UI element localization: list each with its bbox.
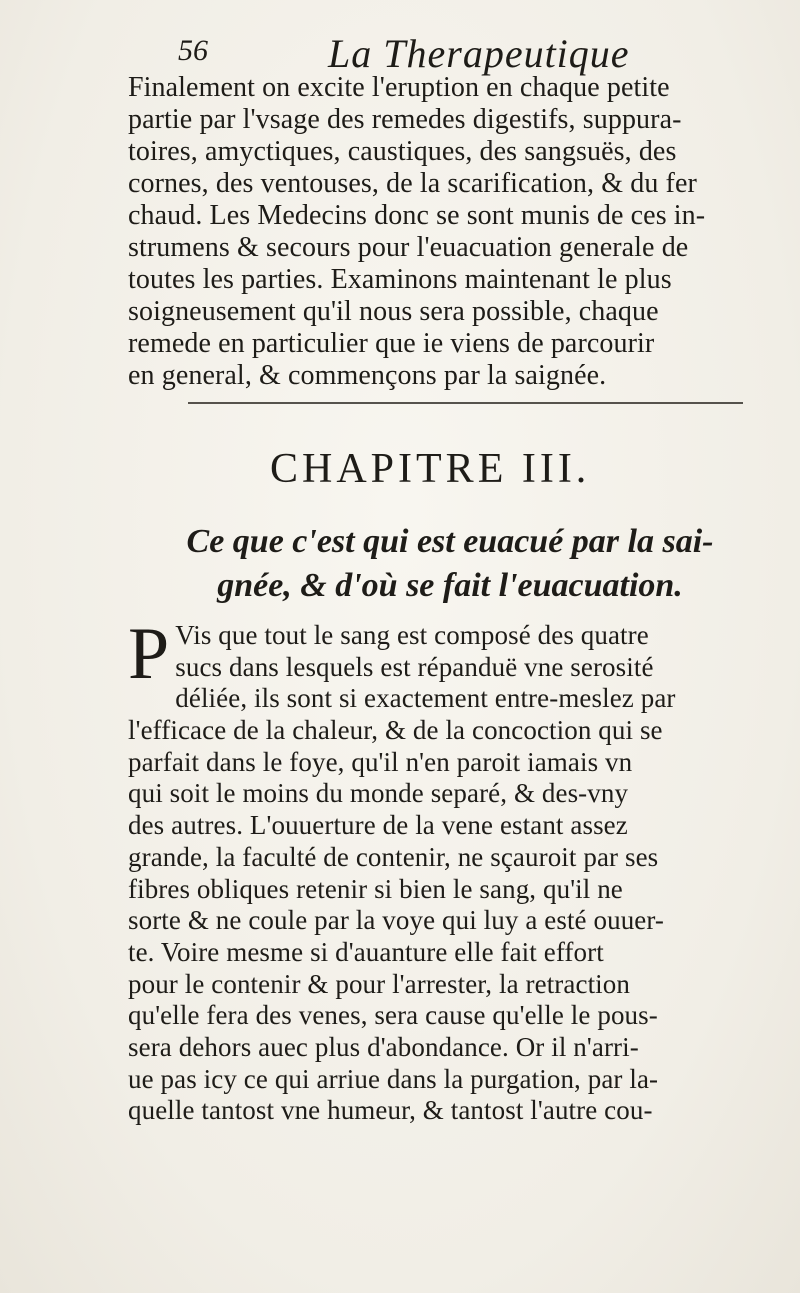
text-line: Finalement on excite l'eruption en chaque petite: [128, 72, 670, 103]
text-line: fibres obliques retenir si bien le sang, qu'il ne: [128, 873, 623, 904]
text-line: quelle tantost vne humeur, & tantost l'autre cou-: [128, 1095, 653, 1126]
paragraph-2: [128, 613, 782, 1127]
text-line: pour le contenir & pour l'arrester, la retraction: [128, 968, 630, 999]
text-line: strumens & secours pour l'euacuation generale de: [128, 232, 689, 263]
text-line: toutes les parties. Examinons maintenant le plus: [128, 264, 672, 295]
text-line: partie par l'vsage des remedes digestifs, suppura-: [128, 104, 682, 135]
text-line: Vis que tout le sang est composé des quatre: [175, 620, 649, 650]
text-line: sucs dans lesquels est répanduë vne serosité: [175, 651, 654, 682]
text-line: sera dehors auec plus d'abondance. Or il n'arri-: [128, 1031, 639, 1062]
text-line: sorte & ne coule par la voye qui luy a esté ouuer-: [128, 905, 665, 936]
text-line: te. Voire mesme si d'auanture elle fait effort: [128, 936, 604, 967]
drop-cap: P: [128, 613, 170, 695]
text-line: parfait dans le foye, qu'il n'en paroit iamais vn: [128, 746, 633, 777]
text-line: en general, & commençons par la saignée.: [128, 360, 607, 391]
horizontal-rule: [188, 402, 743, 404]
text-line: remede en particulier que ie viens de parcourir: [128, 328, 655, 359]
text-line: qu'elle fera des venes, sera cause qu'elle le pous-: [128, 1000, 658, 1031]
text-line: déliée, ils sont si exactement entre-meslez par: [175, 683, 676, 714]
text-line: toires, amyctiques, caustiques, des sangsuës, des: [128, 136, 677, 167]
running-title: La Therapeutique: [328, 31, 630, 76]
subtitle-line: gnée, & d'où se fait l'euacuation.: [217, 567, 683, 604]
text-line: cornes, des ventouses, de la scarification, & du fer: [128, 168, 697, 199]
text-line: qui soit le moins du monde separé, & des-vny: [128, 778, 629, 809]
text-line: grande, la faculté de contenir, ne sçauroit par ses: [128, 841, 659, 872]
text-line: l'efficace de la chaleur, & de la concoction qui se: [128, 715, 663, 746]
chapter-subtitle: [120, 520, 780, 608]
text-line: chaud. Les Medecins donc se sont munis de ces in-: [128, 200, 706, 231]
subtitle-line: Ce que c'est qui est euacué par la sai-: [186, 523, 714, 560]
chapter-heading: CHAPITRE III.: [270, 446, 591, 492]
paragraph-1: [128, 72, 782, 392]
page-number: 56: [178, 34, 208, 67]
text-line: des autres. L'ouuerture de la vene estant assez: [128, 810, 628, 841]
text-line: soigneusement qu'il nous sera possible, chaque: [128, 296, 659, 327]
text-line: ue pas icy ce qui arriue dans la purgation, par la-: [128, 1063, 659, 1094]
